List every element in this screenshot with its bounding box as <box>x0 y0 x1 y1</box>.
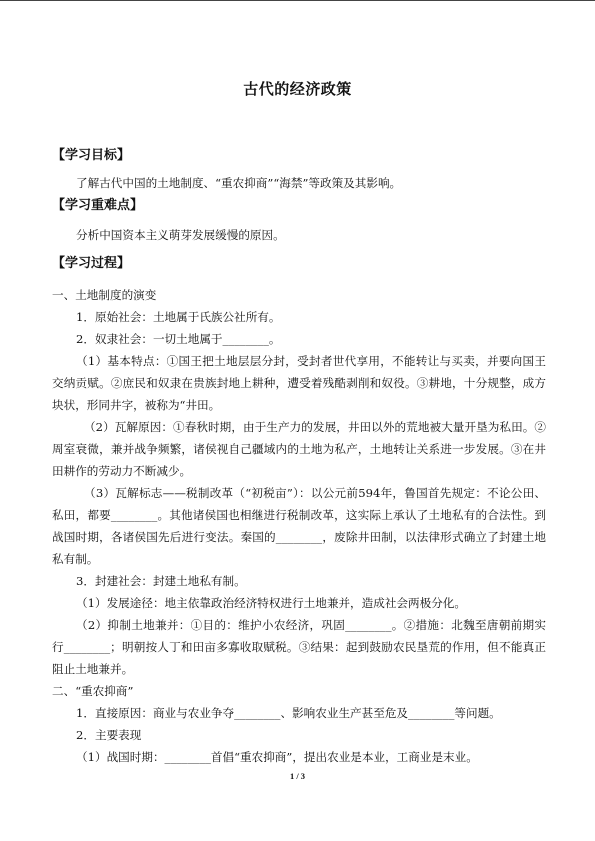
item-warring-states: （1）战国时期：________首倡“重农抑商”，提出农业是本业，工商业是末业。 <box>76 750 478 764</box>
paragraph-collapse-sign: （3）瓦解标志——税制改革（“初税亩”）：以公元前594年，鲁国首先规定：不论公田、私田，都要________。其他诸侯国也相继进行税制改革，这实际上承认了土地私有的合法性。到战国时期，各诸侯国先后进行变法。秦国的________，废除井田制，以法律形式确立了封建土地私有制。 <box>52 486 546 566</box>
goal-text: 了解古代中国的土地制度、“重农抑商”“海禁”等政策及其影响。 <box>76 176 402 190</box>
paragraph-collapse-causes: （2）瓦解原因：①春秋时期，由于生产力的发展，井田以外的荒地被大量开垦为私田。②周室衰微，兼并战争频繁，诸侯视自己疆域内的土地为私产，土地转让关系进一步发展。③在井田耕作的劳动力不断减少。 <box>52 420 546 478</box>
paragraph-basic-features: （1）基本特点：①国王把土地层层分封，受封者世代享用，不能转让与买卖，并要向国王交纳贡赋。②庶民和奴隶在贵族封地上耕种，遭受着残酷剥削和奴役。③耕地，十分规整，成方块状，形同井字，被称为“井田。 <box>52 354 546 412</box>
item-direct-cause: 1．直接原因：商业与农业争夺________、影响农业生产甚至危及________等问题。 <box>76 706 501 720</box>
item-feudal-society: 3．封建社会：封建土地私有制。 <box>76 574 246 588</box>
key-points-text: 分析中国资本主义萌芽发展缓慢的原因。 <box>76 228 285 242</box>
heading-agriculture-over-commerce: 二、“重农抑商” <box>52 684 134 698</box>
document-body <box>52 144 546 768</box>
section-heading-process: 【学习过程】 <box>52 256 131 271</box>
heading-land-system: 一、土地制度的演变 <box>52 288 157 302</box>
section-heading-key-points: 【学习重难点】 <box>52 198 144 213</box>
section-heading-goals: 【学习目标】 <box>52 148 131 163</box>
page-title: 古代的经济政策 <box>243 80 352 98</box>
item-slave-society: 2．奴隶社会：一切土地属于________。 <box>76 332 281 346</box>
item-primitive-society: 1．原始社会：土地属于氏族公社所有。 <box>76 310 281 324</box>
top-rule <box>0 0 595 1</box>
page-number: 1 / 3 <box>289 771 306 781</box>
item-main-manifestations: 2．主要表现 <box>76 728 142 742</box>
paragraph-curb-annexation: （2）抑制土地兼并：①目的：维护小农经济，巩固________。②措施：北魏至唐朝前期实行________；明朝按人丁和田亩多寡收取赋税。③结果：起到鼓励农民垦荒的作用，但不能真正阻止土地兼并。 <box>52 618 546 676</box>
paragraph-development-path: （1）发展途径：地主依靠政治经济特权进行土地兼并，造成社会两极分化。 <box>76 596 466 610</box>
